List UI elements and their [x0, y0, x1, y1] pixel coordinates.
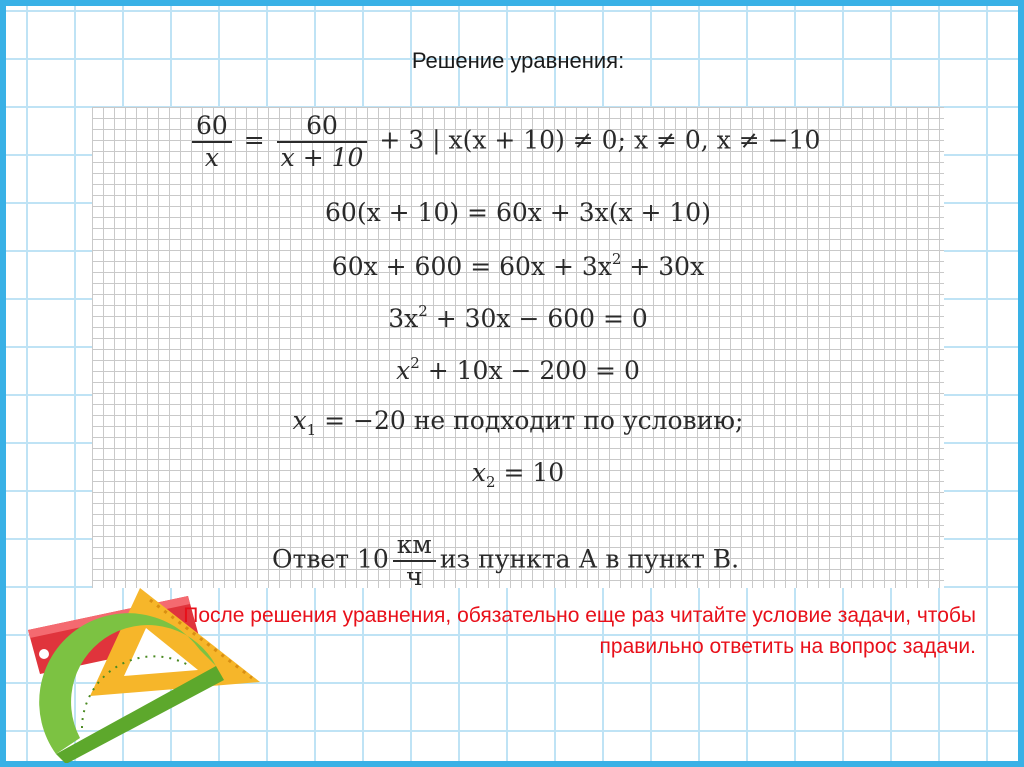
slide-title: Решение уравнения: [411, 48, 625, 73]
fraction-km-per-h: $\frac{км}{ч}$ [393, 530, 436, 592]
equation-line-1: $\frac{60}{x}$ = $\frac{60}{x + 10}$ + 3 | x(x + 10) ≠ 0; x ≠ 0, x ≠ −10 [188, 111, 1024, 173]
answer-line: Ответ 10 $\frac{км}{ч}$ из пункта А в пункт В. [272, 530, 740, 591]
equation-line-3: $60x + 600 = 60x + 3x^2 + 30x$ [331, 250, 705, 281]
equation-line-2: 60(x + 10) = 60x + 3x(x + 10) [325, 198, 711, 227]
graph-paper-solution [92, 107, 944, 591]
fraction-lhs: $\frac{60}{x}$ [192, 111, 232, 173]
equation-line-6-root-1: $x_1 = -20$ не подходит по условию; [292, 406, 744, 439]
equation-line-7-root-2: $x_2 = 10$ [471, 458, 565, 491]
warning-note: После решения уравнения, обязательно еще раз читайте условие задачи, чтобы правильно ответить на вопрос задачи. [183, 604, 976, 658]
fraction-rhs: $\frac{60}{x + 10}$ [277, 111, 368, 173]
equation-line-5: $x^2 + 10x - 200 = 0$ [396, 354, 640, 385]
equation-line-4: $3x^2 + 30x - 600 = 0$ [388, 302, 648, 333]
